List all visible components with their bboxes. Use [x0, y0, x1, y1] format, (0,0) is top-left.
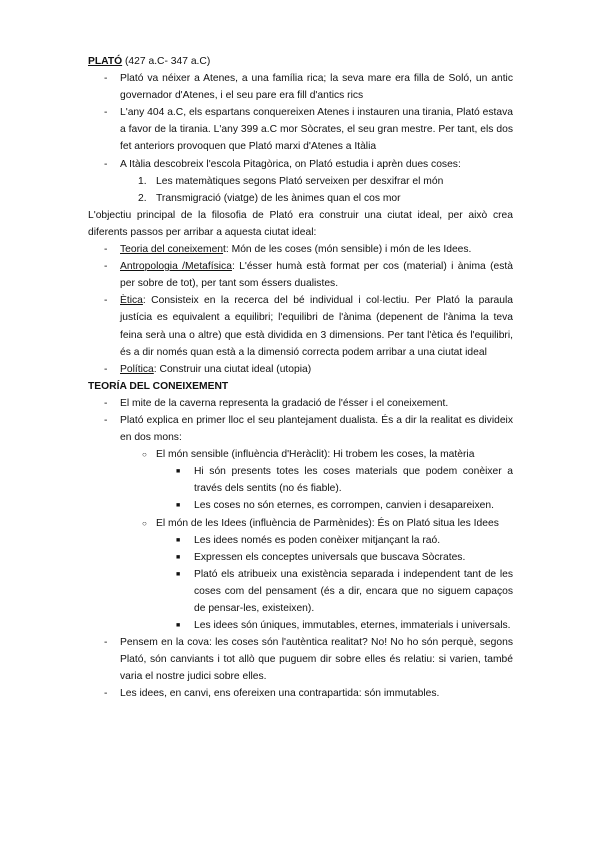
objective-paragraph: L'objectiu principal de la filosofia de Plató era construir una ciutat ideal, per això crea diferents passos per arribar a aquesta ciutat ideal:: [88, 209, 513, 238]
world-point: ■ Les idees només es poden conèixer mitjançant la raó.: [88, 532, 513, 549]
step-term: Teoria del coneixemen: [120, 244, 224, 256]
closing-item: - Pensem en la cova: les coses són l'autèntica realitat? No! No ho són perquè, segons Plató, són canviants i tot allò que puguem dir sobre elles és relatiu: si varien, també varia el nostre judici sobre elles.: [88, 634, 513, 685]
step-term: Ètica: [120, 295, 143, 307]
closing-list: [88, 634, 513, 702]
section-heading: TEORÍA DEL CONEIXEMENT: [88, 380, 229, 392]
numbered-item: [88, 190, 513, 207]
bio-list: [88, 70, 513, 173]
world-point: ■ Les coses no són eternes, es corrompen, canvien i desapareixen.: [88, 497, 513, 514]
step-item: [88, 258, 513, 292]
steps-list: [88, 241, 513, 378]
page-title: PLATÓ: [88, 56, 123, 67]
world-point: ■ Plató els atribueix una existència separada i independent tant de les coses com del pensament (és a dir, encara que no siguem capaços de pensar-les, existeixen).: [88, 566, 513, 617]
world-point: ■ Hi són presents totes les coses materials que podem conèixer a través dels sentits (no és fiable).: [88, 463, 513, 497]
item-text: Transmigració (viatge) de les ànimes quan el cos mor: [156, 192, 401, 204]
item-number: 1.: [138, 175, 147, 187]
world-item: ○ El món de les Idees (influència de Parmènides): És on Plató situa les Idees: [88, 515, 513, 532]
world-point: ■ Les idees són úniques, immutables, eternes, immaterials i universals.: [88, 617, 513, 634]
title-dates: (427 a.C- 347 a.C): [122, 56, 211, 67]
pythagorean-list: [88, 173, 513, 207]
theory-item: - El mite de la caverna representa la gradació de l'ésser i el coneixement.: [88, 395, 513, 412]
closing-item: - Les idees, en canvi, ens ofereixen una contrapartida: són immutables.: [88, 685, 513, 702]
heading-line: [88, 53, 513, 70]
step-text: t: Món de les coses (món sensible) i món de les Idees.: [223, 244, 472, 256]
step-text: : L'ésser humà està format per cos (material) i ànima (està per sobre de tot), per tant som éssers dualistes.: [120, 261, 513, 290]
world-points-list: [88, 532, 513, 635]
worlds-list: [88, 446, 513, 463]
step-term: Antropologia /Metafísica: [120, 261, 232, 273]
item-number: 2.: [138, 192, 147, 204]
step-text: : Consisteix en la recerca del bé individual i col·lectiu. Per Plató la paraula justícia es equivalent a equilibri; l'equilibri de l'ànima (depenent de l'ànima la teva feina serà una o altre) que està dividida en 3 dimensions. Per tant l'ètica és l'equilibri, és a dir només quan està a la dimensió correcta podem arribar a una ciutat ideal: [120, 295, 513, 358]
world-points-list: [88, 463, 513, 514]
bio-item: - L'any 404 a.C, els espartans conquereixen Atenes i instauren una tirania, Plató estava a favor de la tirania. L'any 399 a.C mor Sòcrates, el seu gran mestre. Per tant, els dos fet anteriors provoquen que Plató marxi d'Atenes a Itàlia: [88, 104, 513, 155]
step-item: [88, 241, 513, 258]
document-body: [88, 53, 513, 703]
bio-item: - A Itàlia descobreix l'escola Pitagòrica, on Plató estudia i aprèn dues coses:: [88, 156, 513, 173]
numbered-item: [88, 173, 513, 190]
item-text: Les matemàtiques segons Plató serveixen per desxifrar el món: [156, 175, 444, 187]
theory-item: - Plató explica en primer lloc el seu plantejament dualista. És a dir la realitat es divideix en dos mons:: [88, 412, 513, 446]
theory-list: [88, 395, 513, 446]
bio-item: - Plató va néixer a Atenes, a una família rica; la seva mare era filla de Soló, un antic governador d'Atenes, i el seu pare era fill d'antics rics: [88, 70, 513, 104]
worlds-list: [88, 515, 513, 532]
world-item: ○ El món sensible (influència d'Heràclit): Hi trobem les coses, la matèria: [88, 446, 513, 463]
step-item: [88, 361, 513, 378]
step-term: Política: [120, 363, 154, 375]
world-point: ■ Expressen els conceptes universals que buscava Sòcrates.: [88, 549, 513, 566]
step-text: : Construir una ciutat ideal (utopia): [153, 363, 312, 375]
step-item: [88, 292, 513, 360]
